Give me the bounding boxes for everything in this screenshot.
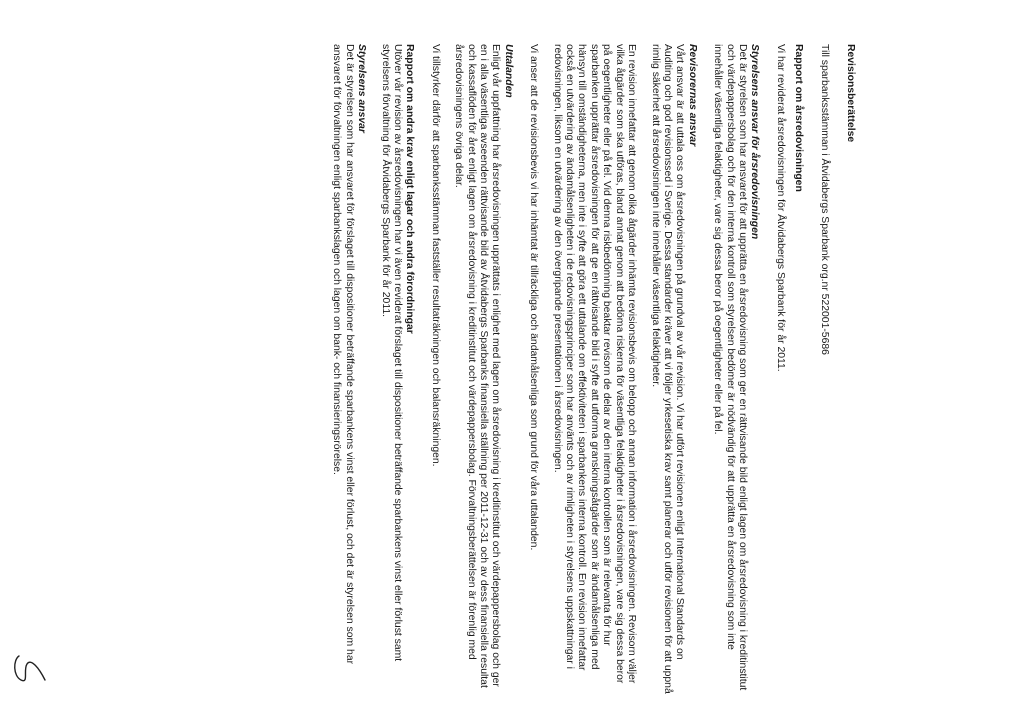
- handwritten-initials-mark: [9, 650, 49, 690]
- paragraph-auditor-responsibility-3: Vi anser att de revisionsbevis vi har inhämtat är tillräckliga och ändamålsenliga som grund för våra uttalanden.: [528, 44, 540, 551]
- section-heading-board-responsibility: Styrelsens ansvar för årsredovisningen: [749, 44, 761, 240]
- addressee-line: Till sparbanksstämman i Åtvidabergs Sparbank org.nr 522001-5686: [818, 44, 830, 355]
- paragraph-statements-2: Vi tillstyrker därför att sparbanksstämman fastställer resultaträkningen och balansräkningen.: [429, 44, 441, 467]
- paragraph-auditor-responsibility-1: Vårt ansvar är att uttala oss om årsredovisningen på grundval av vår revision. Vi har utfört revisionen enligt International Standards on Auditing och god revisionssed i Sverige. Dessa standarder kräver att vi följer yrkesetiska krav samt planerar och utför revisionen för att uppnå rimlig säkerhet att årsredovisningen inte innehåller väsentliga felaktigheter.: [649, 44, 686, 694]
- section-heading-statements: Uttalanden: [502, 44, 514, 98]
- section-heading-annual-report: Rapport om årsredovisningen: [793, 44, 805, 192]
- section-heading-board-responsibility-2: Styrelsens ansvar: [356, 44, 368, 133]
- paragraph-auditor-responsibility-2: En revision innefattar att genom olika åtgärder inhämta revisionsbevis om belopp och annan information i årsredovisningen. Revisorn väljer vilka åtgärder som ska utföras, bland annat genom att bedöma riskerna för väsentliga felaktigheter i årsredovisningen, vare sig dessa beror på oegentligheter eller på fel. Vid denna riskbedömning beaktar revisorn de delar av den interna kontrollen som är relevanta för hur sparbanken upprättar årsredovisningen för att ge en rättvisande bild i syfte att utforma granskningsåtgärder som är ändamålsenliga med hänsyn till omständigheterna, men inte i syfte att göra ett uttalande om effektiviteten i sparbankens interna kontroll. En revision innefattar också en utvärdering av ändamålsenligheten i de redovisningsprinciper som har använts och av rimligheten i styrelsens uppskattningar i redovisningen, liksom en utvärdering av den övergripande presentationen i årsredovisningen.: [551, 44, 638, 684]
- paragraph-board-responsibility: Det är styrelsen som har ansvaret för att upprätta en årsredovisning som ger en rättvisande bild enligt lagen om årsredovisning i kreditinstitut och värdepappersbolag och för den interna kontroll som styrelsen bedömer är nödvändig för att upprätta en årsredovisning som inte innehåller väsentliga felaktigheter, vare sig dessa beror på oegentligheter eller på fel.: [712, 44, 748, 691]
- document-title: Revisionsberättelse: [845, 44, 856, 143]
- paragraph-board-responsibility-2: Det är styrelsen som har ansvaret för förslaget till dispositioner beträffande sparbankens vinst eller förlust, och det är styrelsen som har ansvaret för förvaltningen enligt sparbankslagen och lagen om bank- och finansieringsrörelse.: [331, 44, 355, 665]
- section-heading-other-requirements: Rapport om andra krav enligt lagar och andra förordningar: [404, 44, 416, 334]
- paragraph-statements-1: Enligt vår uppfattning har årsredovisningen upprättats i enlighet med lagen om årsredovisning i kreditinstitut och värdepappersbolag och ger en i alla väsentliga avseenden rättvisande bild av Åtvidabergs Sparbanks finansiella ställning per 2011-12-31 och av dess finansiella resultat och kassaflöden för året enligt lagen om årsredovisning i kreditinstitut och värdepappersbolag. Förvaltningsberättelsen är förenlig med årsredovisningens övriga delar.: [453, 44, 502, 688]
- section-heading-auditor-responsibility: Revisorernas ansvar: [686, 44, 698, 147]
- paragraph-other-requirements: Utöver vår revision av årsredovisningen har vi även reviderat förslaget till dispositioner beträffande sparbankens vinst eller förlust samt styrelsens förvaltning för Åtvidabergs Sparbank för år 2011.: [379, 44, 404, 662]
- paragraph-annual-report: Vi har reviderat årsredovisningen för Åtvidabergs Sparbank för år 2011.: [774, 44, 786, 372]
